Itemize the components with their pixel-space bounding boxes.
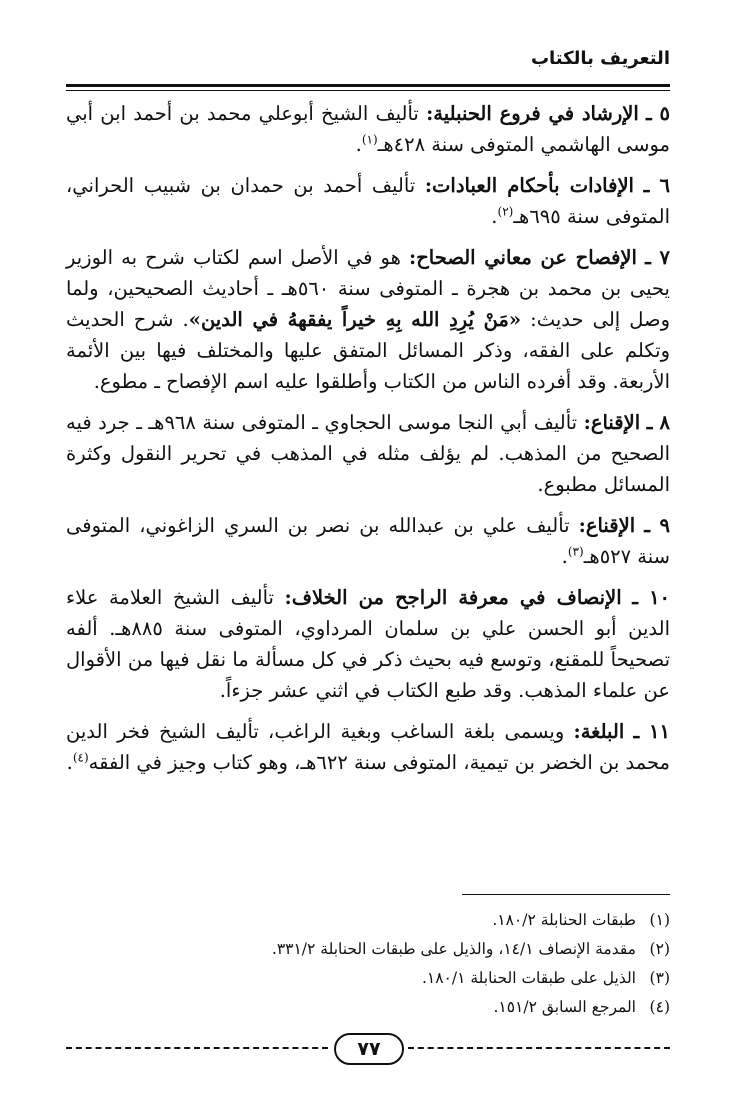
body-text — [66, 98, 670, 788]
entry-number: ٨ ـ — [646, 411, 670, 434]
entry-number: ٧ ـ — [645, 246, 671, 269]
entry-text: ويسمى بلغة الساغب وبغية الراغب، تأليف الشيخ فخر الدين محمد بن الخضر بن تيمية، المتوفى سنة ٦٢٢هـ، وهو كتاب وجيز في الفقه — [66, 720, 670, 774]
entry-title: الإقناع: — [578, 514, 636, 537]
entry-title: الإرشاد في فروع الحنبلية: — [426, 102, 639, 125]
footnote-ref: (٤) — [72, 750, 89, 765]
footnote-number: (٤) — [649, 998, 670, 1016]
header-rule-thin — [66, 90, 670, 91]
entry-11: ١١ ـ البلغة: ويسمى بلغة الساغب وبغية الراغب، تأليف الشيخ فخر الدين محمد بن الخضر بن تيمية، المتوفى سنة ٦٢٢هـ، وهو كتاب وجيز في الفقه$^{(٤)}$. — [66, 720, 670, 774]
entry-title: الإقناع: — [583, 411, 641, 434]
footnote-number: (٢) — [649, 940, 670, 958]
page-number: ٧٧ — [334, 1033, 404, 1065]
entry-title: البلغة: — [573, 720, 625, 743]
entry-number: ٦ ـ — [643, 174, 671, 197]
footnotes — [66, 906, 670, 1022]
hadith-quote: «مَنْ يُرِدِ الله بِهِ خيراً يفقههُ في الدين» — [188, 308, 522, 331]
footnote-number: (٣) — [649, 969, 670, 987]
entry-text: تأليف علي بن عبدالله بن نصر بن السري الزاغوني، المتوفى سنة ٥٢٧هـ — [66, 514, 670, 568]
header-rule — [66, 84, 670, 87]
footnote-2 — [66, 935, 670, 964]
entry-10 — [66, 582, 670, 706]
entry-title: الإفادات بأحكام العبادات: — [424, 174, 634, 197]
entry-text: هو في الأصل اسم لكتاب شرح به الوزير يحيى بن محمد بن هجرة ـ المتوفى سنة ٥٦٠هـ ـ أحاديث الصحيحين، ولما وصل إلى حديث: — [66, 246, 671, 331]
entry-title: الإنصاف في معرفة الراجح من الخلاف: — [284, 586, 622, 609]
footnote-text: مقدمة الإنصاف ١٤/١، والذيل على طبقات الحنابلة ٣٣١/٢. — [271, 940, 636, 958]
entry-7 — [66, 242, 670, 397]
footnote-separator — [462, 894, 670, 895]
footnote-3 — [66, 964, 670, 993]
footnote-ref: (٣) — [567, 544, 584, 559]
footer-dashed-rule-right — [408, 1047, 670, 1049]
entry-text: تأليف أحمد بن حمدان بن شبيب الحراني، المتوفى سنة ٦٩٥هـ — [66, 174, 670, 228]
entry-text: تأليف الشيخ العلامة علاء الدين أبو الحسن علي بن سلمان المرداوي، المتوفى سنة ٨٨٥هـ. ألفه تصحيحاً للمقنع، وتوسع فيه بحيث ذكر في كل مسألة ما نقل فيها من الأقوال عن علماء المذهب. وقد طبع الكتاب في اثني عشر جزءاً. — [66, 586, 670, 702]
entry-text-cont: . شرح الحديث وتكلم على الفقه، وذكر المسائل المتفق عليها والمختلف فيها بين الأئمة الأربعة. وقد أفرده الناس من الكتاب وأطلقوا عليه اسم الإفصاح ـ مطوع. — [66, 308, 670, 393]
footnote-number: (١) — [649, 911, 670, 929]
entry-text: تأليف الشيخ أبوعلي محمد بن أحمد ابن أبي موسى الهاشمي المتوفى سنة ٤٢٨هـ — [66, 102, 670, 156]
footnote-1 — [66, 906, 670, 935]
footnote-text: طبقات الحنابلة ١٨٠/٢. — [492, 911, 636, 929]
entry-number: ٥ ـ — [646, 102, 670, 125]
footnote-4 — [66, 993, 670, 1022]
footnote-ref: (١) — [361, 132, 378, 147]
entry-number: ٩ ـ — [644, 514, 670, 537]
entry-number: ١١ ـ — [633, 720, 670, 743]
running-header: التعريف بالكتاب — [530, 48, 670, 69]
entry-text: تأليف أبي النجا موسى الحجاوي ـ المتوفى سنة ٩٦٨هـ ـ جرد فيه الصحيح من المذهب. لم يؤلف مثله في المذهب في تحرير النقول وكثرة المسائل مطبوع. — [66, 411, 670, 496]
book-page — [66, 40, 670, 1080]
entry-number: ١٠ ـ — [632, 586, 671, 609]
entry-6: ٦ ـ الإفادات بأحكام العبادات: تأليف أحمد بن حمدان بن شبيب الحراني، المتوفى سنة ٦٩٥هـ$^{(٢)}$. — [66, 174, 671, 228]
entry-5: ٥ ـ الإرشاد في فروع الحنبلية: تأليف الشيخ أبوعلي محمد بن أحمد ابن أبي موسى الهاشمي المتوفى سنة ٤٢٨هـ$^{(١)}$. — [66, 102, 670, 156]
entry-8 — [66, 407, 670, 500]
footnote-text: الذيل على طبقات الحنابلة ١٨٠/١. — [421, 969, 636, 987]
entry-9: ٩ ـ الإقناع: تأليف علي بن عبدالله بن نصر بن السري الزاغوني، المتوفى سنة ٥٢٧هـ$^{(٣)}$. — [66, 514, 670, 568]
page-footer — [66, 1030, 670, 1066]
footnote-ref: (٢) — [497, 204, 514, 219]
entry-title: الإفصاح عن معاني الصحاح: — [409, 246, 637, 269]
footer-dashed-rule-left — [66, 1047, 328, 1049]
footnote-text: المرجع السابق ١٥١/٢. — [493, 998, 636, 1016]
